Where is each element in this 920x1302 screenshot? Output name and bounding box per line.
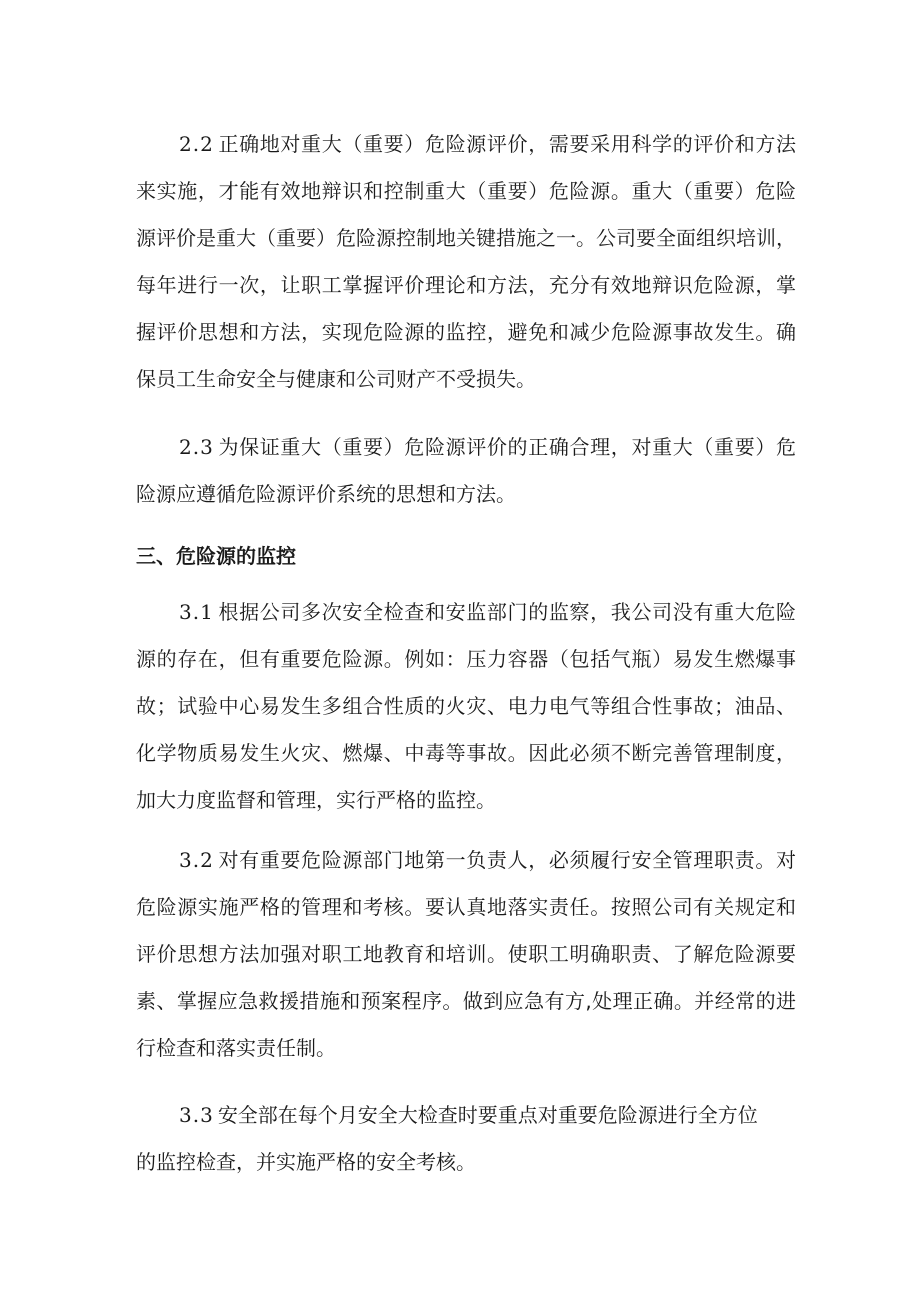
paragraph-2-2: [136, 121, 796, 403]
paragraph-line: 每年进行一次，让职工掌握评价理论和方法，充分有效地辩识危险源，掌: [136, 273, 796, 297]
paragraph-line: 行检查和落实责任制。: [136, 1036, 336, 1060]
paragraph-3-3: [136, 1092, 796, 1186]
paragraph-line: 源评价是重大（重要）危险源控制地关键措施之一。公司要全面组织培训，: [136, 226, 796, 250]
paragraph-line: 握评价思想和方法，实现危险源的监控，避免和减少危险源事故发生。确: [136, 320, 796, 344]
paragraph-line: 素、掌握应急救援措施和预案程序。做到应急有方,处理正确。并经常的进: [136, 989, 796, 1013]
paragraph-line: 评价思想方法加强对职工地教育和培训。使职工明确职责、了解危险源要: [136, 942, 796, 966]
paragraph-line: 故；试验中心易发生多组合性质的火灾、电力电气等组合性事故；油品、: [136, 694, 796, 718]
section-number: 3.3: [179, 1103, 214, 1127]
section-number: 3.1: [179, 600, 214, 624]
paragraph-line: 化学物质易发生火灾、燃爆、中毒等事故。因此必须不断完善管理制度，: [136, 741, 796, 765]
paragraph-line: [136, 837, 796, 884]
paragraph-line: 源的存在，但有重要危险源。例如：压力容器（包括气瓶）易发生燃爆事: [136, 647, 796, 671]
section-number: 3.2: [179, 848, 214, 872]
paragraph-2-3: [136, 424, 796, 518]
paragraph-line: 的监控检查，并实施严格的安全考核。: [136, 1150, 476, 1174]
paragraph-line: 加大力度监督和管理，实行严格的监控。: [136, 788, 496, 812]
paragraph-3-1: [136, 589, 796, 824]
paragraph-line: [136, 1092, 796, 1139]
section-number: 2.2: [179, 132, 214, 156]
line-text: 安全部在每个月安全大检查时要重点对重要危险源进行全方位: [217, 1103, 758, 1127]
paragraph-line: [136, 424, 796, 471]
section-heading: 三、危险源的监控: [136, 544, 296, 568]
line-text: 为保证重大（重要）危险源评价的正确合理，对重大（重要）危: [217, 435, 796, 459]
paragraph-line: [136, 121, 796, 168]
paragraph-3-2: [136, 837, 796, 1072]
paragraph-line: [136, 589, 796, 636]
paragraph-line: 危险源实施严格的管理和考核。要认真地落实责任。按照公司有关规定和: [136, 895, 796, 919]
paragraph-line: 保员工生命安全与健康和公司财产不受损失。: [136, 367, 536, 391]
line-text: 根据公司多次安全检查和安监部门的监察，我公司没有重大危险: [217, 600, 796, 624]
paragraph-line: 险源应遵循危险源评价系统的思想和方法。: [136, 482, 516, 506]
paragraph-line: 来实施，才能有效地辩识和控制重大（重要）危险源。重大（重要）危险: [136, 179, 796, 203]
line-text: 正确地对重大（重要）危险源评价，需要采用科学的评价和方法: [217, 132, 796, 156]
line-text: 对有重要危险源部门地第一负责人，必须履行安全管理职责。对: [217, 848, 796, 872]
section-number: 2.3: [179, 435, 214, 459]
